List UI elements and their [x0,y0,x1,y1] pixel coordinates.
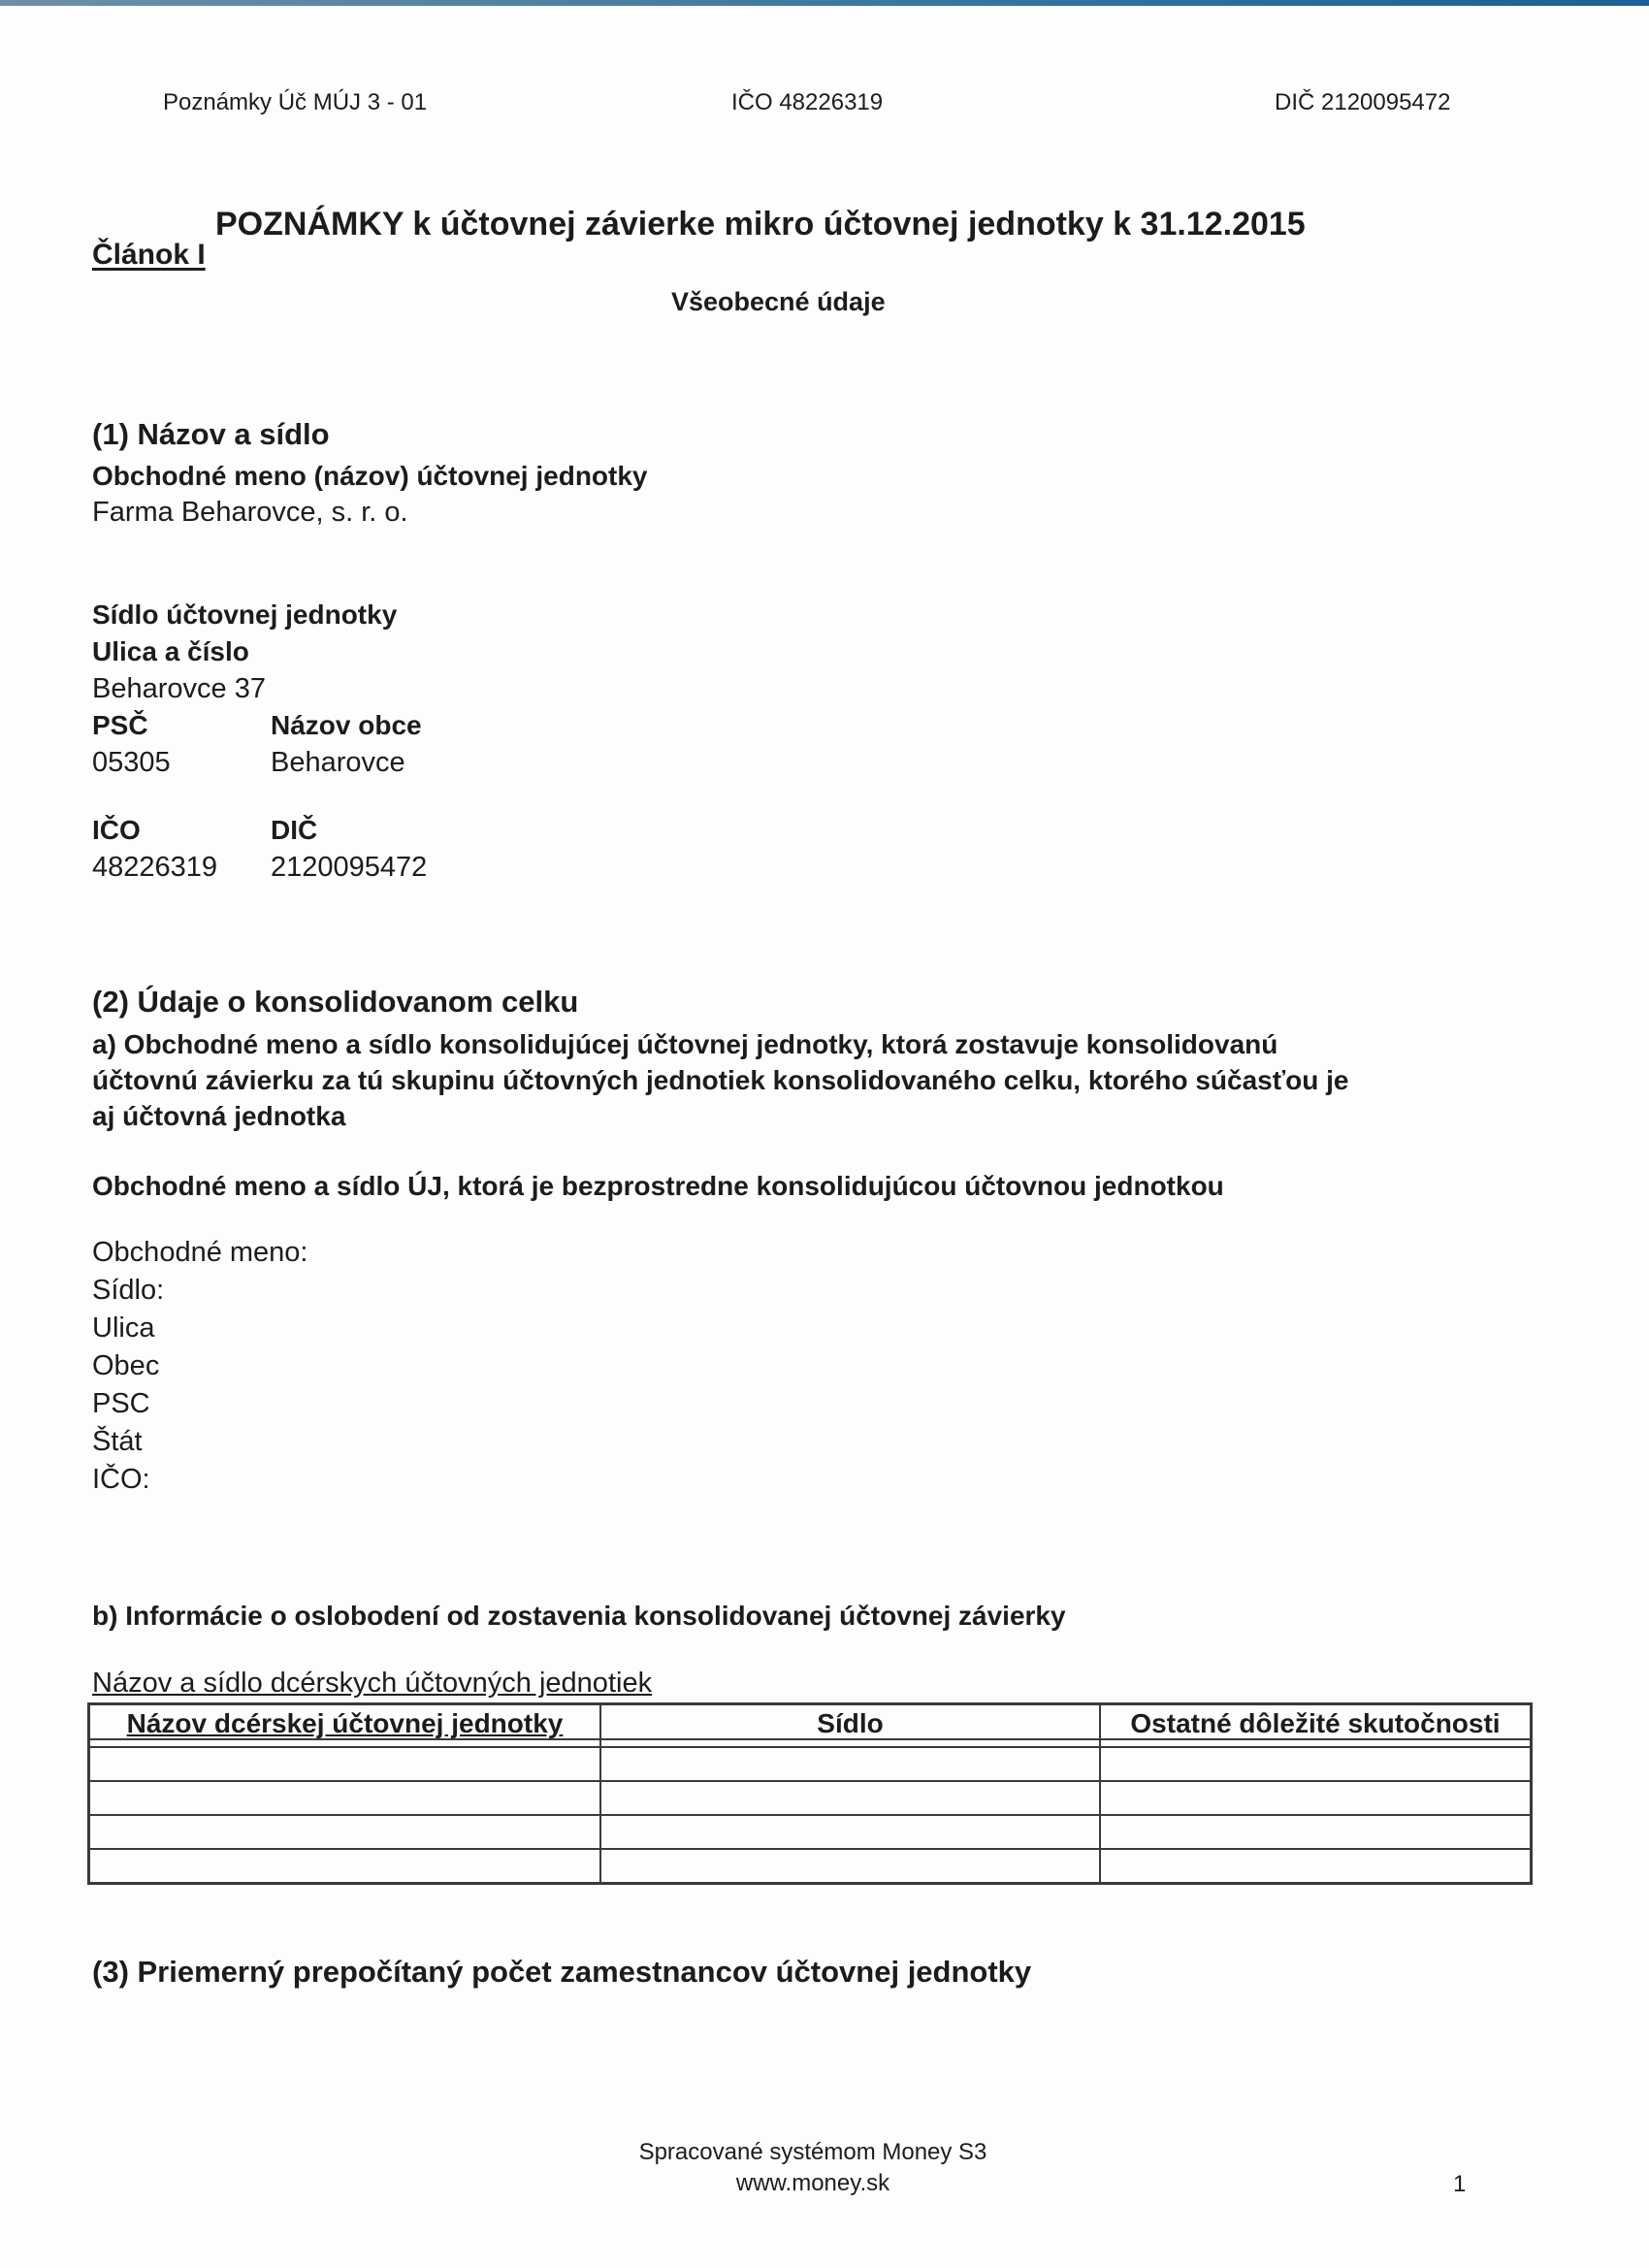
street-label: Ulica a číslo [92,636,249,666]
article-heading: Článok I [92,239,206,271]
header-dic: DIČ 2120095472 [1275,89,1451,115]
subsidiaries-table [87,1702,1533,1885]
page-number: 1 [1453,2171,1467,2197]
col-header-seat: Sídlo [600,1704,1100,1740]
table-row [89,1747,1532,1781]
header-form-code: Poznámky Úč MÚJ 3 - 01 [163,89,428,115]
ico-label: IČO [92,815,141,845]
section2-b-heading: b) Informácie o oslobodení od zostavenia konsolidovanej účtovnej závierky [92,1601,1066,1631]
psc-value: 05305 [92,747,171,778]
ico-value: 48226319 [92,852,218,883]
document-title: POZNÁMKY k účtovnej závierke mikro účtovnej jednotky k 31.12.2015 [215,206,1306,243]
section2-a-paragraph [92,1026,1508,1134]
field-business-name: Obchodné meno: [92,1237,308,1268]
table-row [89,1781,1532,1815]
field-street: Ulica [92,1312,155,1344]
table-header-row [89,1704,1532,1740]
field-ico: IČO: [92,1464,150,1495]
header-ico: IČO 48226319 [731,89,884,115]
dic-label: DIČ [271,815,318,845]
section1-heading: (1) Názov a sídlo [92,417,330,451]
subsidiaries-table-caption: Názov a sídlo dcérskych účtovných jednotiek [92,1668,653,1699]
section2-a-line: aj účtovná jednotka [92,1101,346,1131]
article-subtitle: Všeobecné údaje [671,287,886,316]
field-psc: PSC [92,1388,150,1419]
direct-parent-label: Obchodné meno a sídlo ÚJ, ktorá je bezprostredne konsolidujúcou účtovnou jednotkou [92,1171,1224,1201]
footer-software: Spracované systémom Money S3 [638,2139,987,2165]
table-row [89,1815,1532,1849]
field-state: Štát [92,1426,143,1457]
section2-heading: (2) Údaje o konsolidovanom celku [92,985,579,1019]
city-label: Názov obce [271,710,422,740]
table-row [89,1739,1532,1747]
section3-heading: (3) Priemerný prepočítaný počet zamestnancov účtovnej jednotky [92,1955,1032,1989]
entity-name-label: Obchodné meno (názov) účtovnej jednotky [92,461,648,491]
dic-value: 2120095472 [271,852,428,883]
field-city: Obec [92,1350,160,1381]
footer-website: www.money.sk [735,2170,890,2196]
street-value: Beharovce 37 [92,673,266,704]
col-header-other-facts: Ostatné dôležité skutočnosti [1100,1704,1532,1740]
section2-a-line: a) Obchodné meno a sídlo konsolidujúcej účtovnej jednotky, ktorá zostavuje konsolidovanú [92,1029,1278,1059]
entity-name-value: Farma Beharovce, s. r. o. [92,497,408,528]
col-header-name: Názov dcérskej účtovnej jednotky [89,1704,601,1740]
city-value: Beharovce [271,747,405,778]
psc-label: PSČ [92,710,148,740]
field-seat: Sídlo: [92,1275,165,1306]
section2-a-line: účtovnú závierku za tú skupinu účtovných jednotiek konsolidovaného celku, ktorého súčasťou je [92,1065,1349,1095]
seat-label: Sídlo účtovnej jednotky [92,599,398,630]
table-row [89,1849,1532,1884]
scan-top-edge [0,0,1649,6]
